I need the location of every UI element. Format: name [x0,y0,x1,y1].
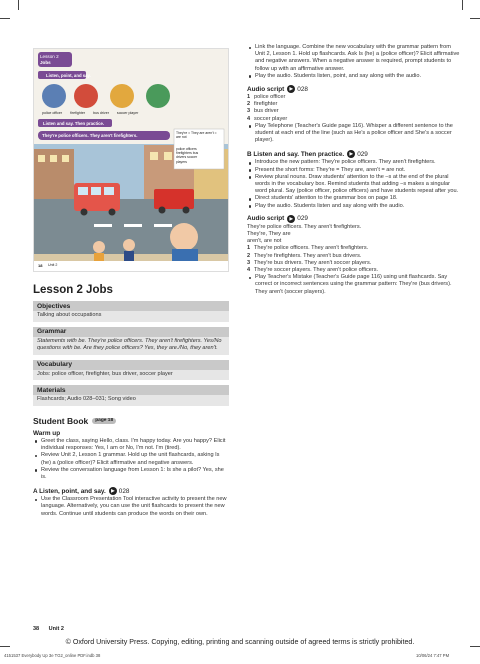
section-a-list [33,496,229,518]
student-book-page-thumbnail [33,48,229,272]
script-intro-line: aren't, are not [247,238,282,245]
box-body: Flashcards; Audio 028–031; Song video [37,396,136,403]
vocabulary-box [33,360,229,381]
list-item: 2 They're firefighters. They aren't bus drivers. [247,252,362,259]
list-item: 4 soccer player [247,115,288,122]
audio-icon: ▶ [347,150,355,158]
print-slug-right: 10/06/24 7:47 PM [416,653,450,658]
materials-box [33,385,229,406]
thumb-page-num: 18 [38,263,43,268]
section-a-heading [33,487,229,495]
student-book-heading [33,416,229,426]
thumb-label: soccer player [116,111,139,115]
thumb-labels [42,111,182,115]
thumb-label: bus driver [93,111,109,115]
audio-icon: ▶ [287,215,295,223]
audio-script-2-list [247,245,460,274]
page-footer [33,626,64,632]
list-item: Review the conversation language from Lesson 1: Is she a pilot? Yes, she is. [33,467,229,481]
list-item: Greet the class, saying Hello, class. I'm happy today. Are you happy? Elicit individual responses: Yes, I am or No, I'm not. I'm (tired). [33,438,229,452]
thumb-grammar-box: They're = They are aren't = are not [176,131,217,140]
script-intro-line: They're, They are [247,231,291,238]
audio-track-number: 029 [357,150,368,158]
thumb-a-title: Listen, point, and say. [46,72,91,78]
objectives-box [33,301,229,322]
audio-icon: ▶ [287,85,295,93]
thumb-label: police officer [42,111,63,115]
thumb-bubble: They're police officers. They aren't firefighters. [42,133,138,138]
section-b-heading [247,150,460,158]
list-item: Play Telephone (Teacher's Guide page 116). Whisper a different sentence to the student at each end of the line (such as He's a police officer and She's a soccer player). [247,123,460,145]
left-column [33,284,229,518]
list-item: Review Unit 2, Lesson 1 grammar. Hold up the unit flashcards, asking Is (he) a (police officer)? Elicit affirmative and negative answers. [33,452,229,466]
mid-bullets [247,123,460,145]
box-body: Jobs: police officer, firefighter, bus driver, soccer player [37,370,173,377]
warmup-heading: Warm up [33,429,61,437]
section-a-title: A Listen, point, and say. [33,487,106,495]
list-item: Play the audio. Students listen, point, and say along with the audio. [247,73,460,80]
crop-mark [470,646,480,647]
audio-track-number: 028 [118,487,130,495]
right-column [247,44,460,296]
list-item: 3 They're bus drivers. They aren't soccer players. [247,259,372,266]
list-item: 4 They're soccer players. They aren't police officers. [247,267,379,274]
thumb-b-title: Listen and say. Then practice. [43,120,105,126]
crop-mark [462,0,463,10]
list-item: Present the short forms: They're = They are, aren't = are not. [247,167,460,174]
audio-icon: ▶ [109,487,117,495]
audio-script-title: Audio script [247,85,285,93]
audio-script-1-list [247,94,460,123]
list-item: Use the Classroom Presentation Tool interactive activity to present the new language. Alternatively, you can use the unit flashcards to present the new words. Continue until students can produce the words on their own. [33,496,229,518]
list-item: Play Teacher's Mistake (Teacher's Guide page 116) using unit flashcards. Say correct or incorrect sentences using the grammar pattern: They're (bus drivers). They aren't (soccer players). [247,274,460,296]
list-item: Play the audio. Students listen and say along with the audio. [247,203,460,210]
list-item: 1 They're police officers. They aren't firefighters. [247,245,369,252]
audio-track-number: 029 [297,215,308,223]
crop-mark [18,0,19,10]
list-item: Direct students' attention to the grammar box on page 18. [247,195,460,202]
list-item: Link the language. Combine the new vocabulary with the grammar pattern from Unit 2, Lesson 1. Hold up flashcards. Ask Is (he) a (police officer)? Elicit affirmative and negative answers. When a negative answer is required, prompt students to follow up with an affirmative answer. [247,44,460,73]
thumb-jobs: Jobs [40,59,51,65]
footer-unit-label: Unit 2 [48,626,64,632]
crop-mark [470,18,480,19]
page-number: 38 [33,626,40,632]
box-heading: Materials [33,385,229,395]
end-bullets [247,274,460,296]
student-book-label: Student Book [33,415,89,426]
thumb-lesson: Lesson 2 [40,54,59,59]
section-b-list [247,159,460,209]
top-bullets [247,44,460,80]
box-heading: Grammar [33,327,229,337]
audio-script-title: Audio script [247,215,285,223]
section-b-title: B Listen and say. Then practice. [247,150,345,158]
list-item: Introduce the new pattern: They're police officers. They aren't firefighters. [247,159,460,166]
print-slug-left: 4151537 Everybody Up 3e TG2_online PDF.indb 38 [4,653,101,658]
list-item: Review plural nouns. Draw students' attention to the –s at the end of the plural words in the vocabulary box. Remind students that adding –s makes a singular word plural. Say (police officer, police officers) and have students repeat after you. [247,174,460,196]
thumb-word-list: police officers firefighters bus drivers soccer players [176,147,199,164]
warmup-list [33,438,229,481]
audio-track-number: 028 [297,85,308,93]
list-item: 1 police officer [247,94,286,101]
box-body: Talking about occupations [37,312,102,318]
crop-mark [0,18,10,19]
page-badge: page 18 [92,418,116,424]
box-heading: Vocabulary [33,360,229,370]
grammar-box [33,327,229,355]
thumb-lesson-badge [40,54,59,65]
script-intro-line: They're police officers. They aren't firefighters. [247,223,362,230]
list-item: 3 bus driver [247,108,279,115]
audio-script-2-heading [247,215,460,223]
lesson-title: Lesson 2 Jobs [33,284,113,296]
audio-script-1-heading [247,85,460,93]
copyright-notice: © Oxford University Press. Copying, editing, printing and scanning outside of agreed terms is strictly prohibited. [65,638,415,646]
thumb-unit: Unit 2 [48,263,58,267]
crop-mark [0,646,10,647]
list-item: 2 firefighter [247,101,278,108]
thumb-label: firefighter [70,111,86,115]
box-heading: Objectives [33,301,229,311]
box-body: Statements with be. They're police officers. They aren't firefighters. Yes/No questions with be. Are they police officers? Yes, they are./No, they aren't. [37,337,222,352]
